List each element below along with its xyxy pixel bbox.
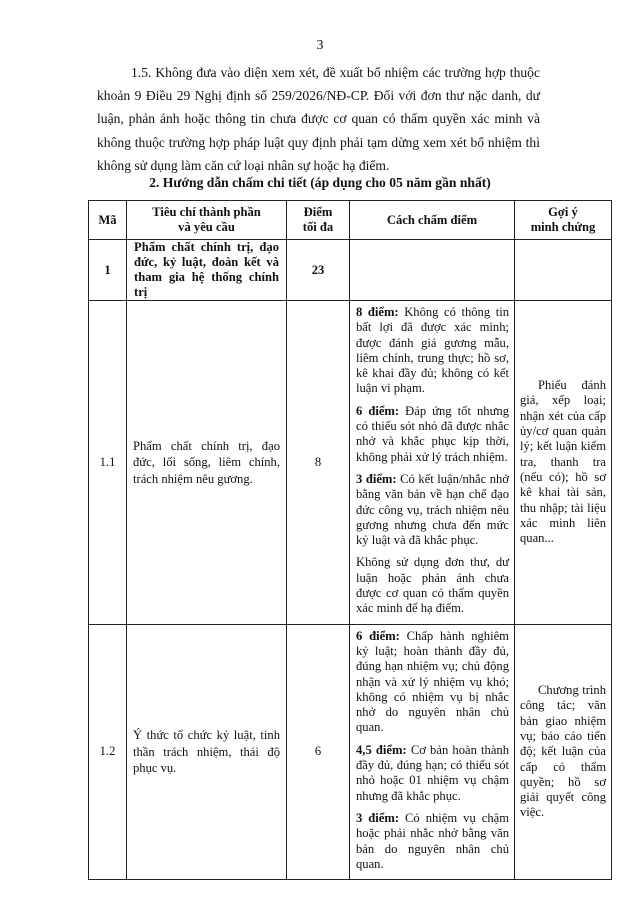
row-1-1-max-points: 8 [287, 301, 350, 625]
row-1-1-level-3 [356, 472, 509, 548]
group-1-scoring-empty [350, 240, 515, 301]
header-diem [287, 201, 350, 240]
row-1-2-level-3-score: 3 điểm: [356, 810, 400, 825]
row-1-2-criterion: Ý thức tổ chức kỷ luật, tinh thần trách nhiệm, thái độ phục vụ. [127, 624, 287, 879]
row-1-2-evidence: Chương trình công tác; văn bản giao nhiệm vụ; báo cáo tiến độ; kết luận của cấp có thẩm quyền; hồ sơ giải quyết công việc. [515, 624, 612, 879]
row-1-1-level-3-text: Có kết luận/nhắc nhở bằng văn bản về hạn chế đạo đức công vụ, trách nhiệm nêu gương nhưng chưa đến mức kỷ luật và đã khắc phục. [356, 471, 509, 548]
header-goi-y [515, 201, 612, 240]
row-1-2-level-1 [356, 629, 509, 736]
row-1-1-level-1-score: 8 điểm: [356, 305, 399, 319]
header-goi-y-line2: minh chứng [530, 220, 596, 234]
row-1-2-code: 1.2 [89, 624, 127, 879]
header-tieu-chi [127, 201, 287, 240]
row-1-1-level-3-score: 3 điểm: [356, 471, 397, 486]
row-1-1-evidence: Phiếu đánh giá, xếp loại; nhận xét của cấp ủy/cơ quan quản lý; kết luận kiểm tra, thanh tra (nếu có); hồ sơ kê khai tài sản, thu nhập; tài liệu xác minh liên quan... [515, 301, 612, 625]
group-1-evidence-empty [515, 240, 612, 301]
table-row-group-1 [89, 240, 612, 301]
row-1-1-scoring [350, 301, 515, 625]
row-1-2-level-1-score: 6 điểm: [356, 628, 400, 643]
row-1-1-criterion: Phẩm chất chính trị, đạo đức, lối sống, liêm chính, trách nhiệm nêu gương. [127, 301, 287, 625]
header-tieu-chi-line1: Tiêu chí thành phần [152, 205, 261, 219]
row-1-2-level-3 [356, 811, 509, 872]
header-cach-cham: Cách chấm điểm [350, 201, 515, 240]
intro-paragraph: 1.5. Không đưa vào diện xem xét, đề xuất bổ nhiệm các trường hợp thuộc khoản 9 Điều 29 Nghị định số 259/2026/NĐ-CP. Đối với đơn thư nặc danh, dư luận, phản ánh hoặc thông tin chưa được cơ quan có thẩm quyền xác minh và không thuộc trường hợp pháp luật quy định phải tạm dừng xem xét bổ nhiệm thì không sử dụng làm căn cứ loại nhân sự hoặc hạ điểm. [97, 65, 540, 173]
row-1-1-note [356, 555, 509, 616]
group-1-criterion: Phẩm chất chính trị, đạo đức, kỷ luật, đoàn kết và tham gia hệ thống chính trị [127, 240, 287, 301]
criteria-table [88, 200, 612, 880]
row-1-1-level-2-score: 6 điểm: [356, 403, 400, 418]
row-1-2-level-2-score: 4,5 điểm: [356, 742, 407, 757]
row-1-1-note-text: Không sử dụng đơn thư, dư luận hoặc phản ánh chưa được cơ quan có thẩm quyền xác minh để hạ điểm. [356, 555, 509, 616]
row-1-1-level-2-text: Đáp ứng tốt nhưng có thiếu sót nhỏ đã được nhắc nhở và khắc phục kịp thời, không phải xử lý trách nhiệm. [356, 403, 509, 464]
header-ma: Mã [89, 201, 127, 240]
table-row-1-1 [89, 301, 612, 625]
header-goi-y-line1: Gợi ý [548, 205, 578, 219]
row-1-2-level-3-text: Có nhiệm vụ chậm hoặc phải nhắc nhở bằng văn bản do nguyên nhân chủ quan. [356, 810, 509, 871]
group-1-code: 1 [89, 240, 127, 301]
row-1-1-level-1-text: Không có thông tin bất lợi đã được xác minh; được đánh giá gương mẫu, liêm chính, trung thực; hồ sơ, kê khai đầy đủ; không có kết luận vi phạm. [356, 305, 509, 396]
section-title: 2. Hướng dẫn chấm chi tiết (áp dụng cho 05 năm gần nhất) [149, 175, 491, 190]
row-1-2-level-2-text: Cơ bản hoàn thành đầy đủ, đúng hạn; có thiếu sót nhỏ hoặc 01 nhiệm vụ chậm nhưng đã khắc phục. [356, 742, 510, 803]
row-1-1-level-2 [356, 404, 509, 465]
table-header-row [89, 201, 612, 240]
row-1-2-scoring [350, 624, 515, 879]
row-1-1-code: 1.1 [89, 301, 127, 625]
table-row-1-2 [89, 624, 612, 879]
row-1-2-max-points: 6 [287, 624, 350, 879]
row-1-1-level-1 [356, 305, 509, 397]
row-1-2-level-2 [356, 743, 509, 804]
row-1-2-level-1-text: Chấp hành nghiêm kỷ luật; hoàn thành đầy đủ, đúng hạn nhiệm vụ; chủ động nhận và xử lý nhiệm vụ khó; không có nhiệm vụ bị nhắc nhở do nguyên nhân chủ quan. [356, 628, 509, 735]
page-number: 3 [316, 38, 324, 53]
header-diem-line1: Điểm [303, 205, 333, 219]
group-1-max-points: 23 [287, 240, 350, 301]
header-tieu-chi-line2: và yêu cầu [178, 220, 235, 234]
header-diem-line2: tối đa [302, 220, 334, 234]
